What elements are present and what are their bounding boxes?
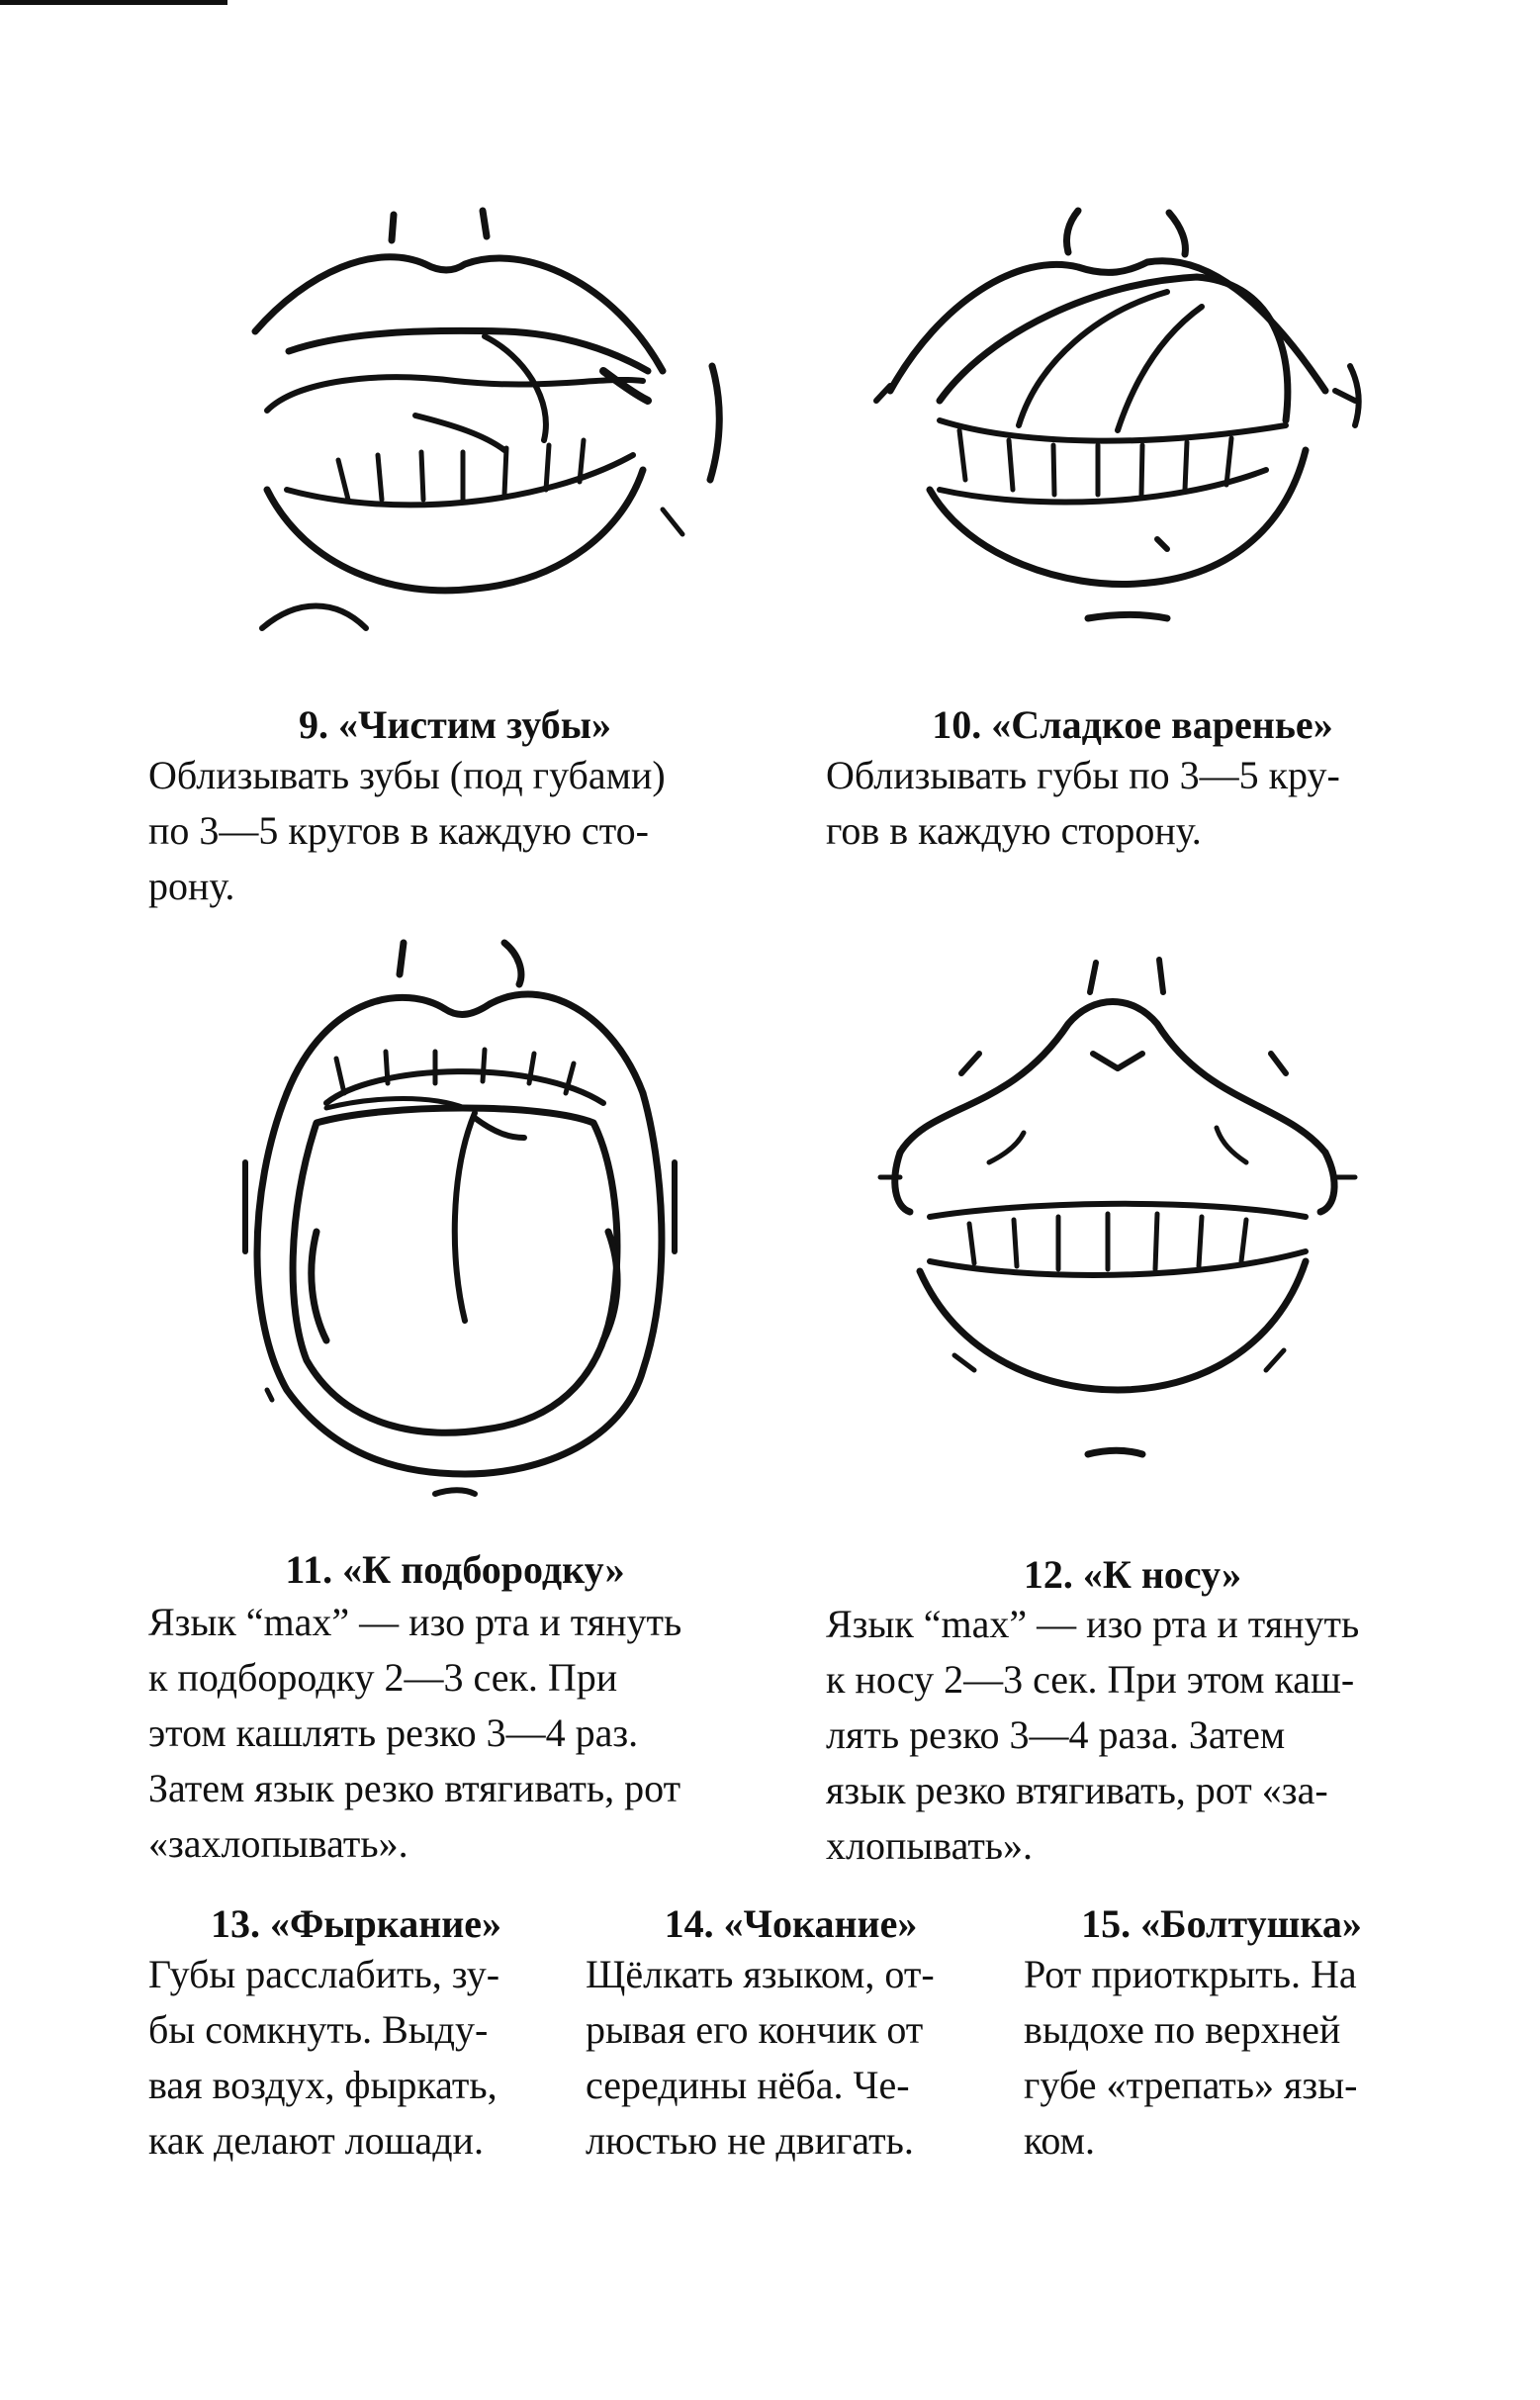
exercise-9-title: 9. «Чистим зубы»: [298, 702, 612, 747]
exercise-14-line: люстью не двигать.: [586, 2118, 914, 2163]
exercise-10-title: 10. «Сладкое варенье»: [932, 702, 1333, 747]
mouth-illustration-10: [870, 193, 1385, 658]
exercise-11-line: «захлопывать».: [148, 1821, 408, 1866]
exercise-10-line: Облизывать губы по 3—5 кру-: [826, 753, 1340, 797]
mouth-illustration-12: [870, 955, 1385, 1469]
exercise-10-line: гов в каждую сторону.: [826, 808, 1202, 853]
exercise-13-description: [148, 1947, 556, 2169]
mouth-9-svg: [227, 193, 742, 658]
exercise-15-line: Рот приоткрыть. На: [1024, 1952, 1357, 1996]
exercise-13-line: как делают лошади.: [148, 2118, 484, 2163]
exercise-12-line: лять резко 3—4 раза. Затем: [826, 1712, 1286, 1757]
exercise-11-line: Затем язык резко втягивать, рот: [148, 1766, 681, 1810]
exercise-11-line: этом кашлять резко 3—4 раз.: [148, 1710, 639, 1755]
exercise-15-line: выдохе по верхней: [1024, 2007, 1341, 2052]
exercise-15-line: губе «трепать» язы-: [1024, 2063, 1358, 2107]
exercise-14-line: рывая его кончик от: [586, 2007, 924, 2052]
exercise-9-line: рону.: [148, 864, 235, 908]
mouth-illustration-11: [227, 935, 702, 1499]
exercise-12-line: язык резко втягивать, рот «за-: [826, 1768, 1328, 1812]
exercise-13-line: вая воздух, фыркать,: [148, 2063, 498, 2107]
exercise-15-title: 15. «Болтушка»: [1081, 1901, 1362, 1946]
mouth-10-svg: [870, 193, 1385, 658]
exercise-15-line: ком.: [1024, 2118, 1095, 2163]
exercise-11-description: [148, 1595, 754, 1872]
exercise-12-line: Язык “max” — изо рта и тянуть: [826, 1602, 1360, 1646]
exercise-12-line: хлопывать».: [826, 1823, 1034, 1868]
exercise-10-description: [826, 748, 1431, 859]
mouth-illustration-9: [227, 193, 742, 658]
exercise-13-title: 13. «Фыркание»: [210, 1901, 502, 1946]
exercise-14-title: 14. «Чокание»: [664, 1901, 918, 1946]
exercise-11-line: Язык “max” — изо рта и тянуть: [148, 1600, 682, 1644]
exercise-11-line: к подбородку 2—3 сек. При: [148, 1655, 618, 1700]
exercise-14-description: [586, 1947, 996, 2169]
exercise-12-title: 12. «К носу»: [1023, 1552, 1242, 1597]
exercise-9-description: [148, 748, 754, 914]
exercise-12-line: к носу 2—3 сек. При этом каш-: [826, 1657, 1355, 1702]
exercise-9-line: Облизывать зубы (под губами): [148, 753, 666, 797]
exercise-13-line: бы сомкнуть. Выду-: [148, 2007, 489, 2052]
mouth-12-svg: [870, 955, 1385, 1469]
exercise-13-line: Губы расслабить, зу-: [148, 1952, 500, 1996]
exercise-12-description: [826, 1597, 1431, 1874]
mouth-11-svg: [227, 935, 702, 1499]
exercise-11-title: 11. «К подбородку»: [285, 1547, 625, 1592]
exercise-14-line: середины нёба. Че-: [586, 2063, 910, 2107]
page-top-edge-line: [0, 0, 227, 5]
exercise-14-line: Щёлкать языком, от-: [586, 1952, 935, 1996]
exercise-15-description: [1024, 1947, 1429, 2169]
exercise-9-line: по 3—5 кругов в каждую сто-: [148, 808, 649, 853]
